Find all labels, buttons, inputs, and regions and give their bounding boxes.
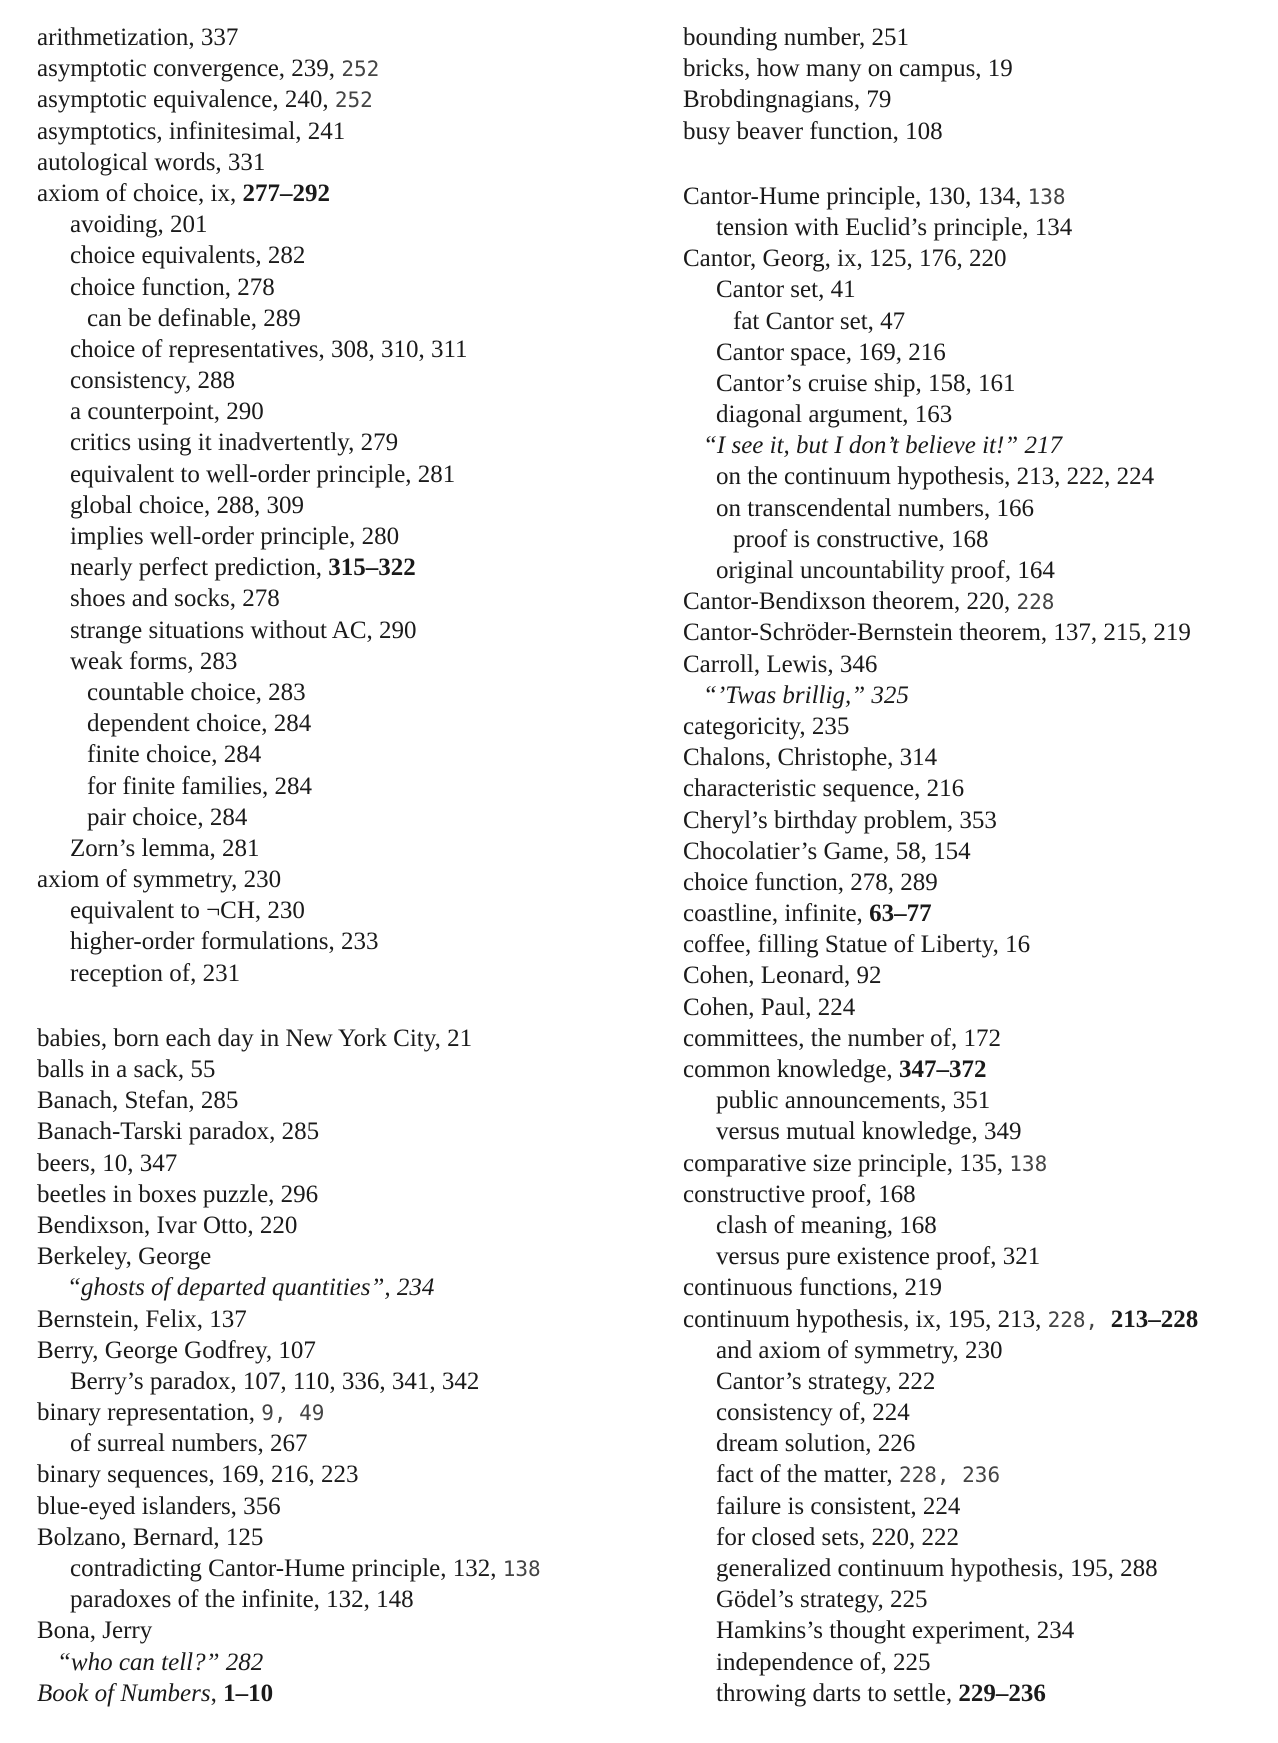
entry-text: throwing darts to settle, xyxy=(716,1679,959,1707)
entry-text: balls in a sack, 55 xyxy=(37,1056,216,1083)
index-entry xyxy=(37,1148,657,1179)
index-subentry xyxy=(37,303,657,334)
index-entry xyxy=(37,147,657,178)
index-entry xyxy=(37,1210,657,1241)
entry-text: Brobdingnagians, 79 xyxy=(683,86,892,114)
index-subentry xyxy=(683,1335,1273,1366)
entry-text: , xyxy=(210,1679,224,1707)
page-ref-note: 228, xyxy=(1047,1307,1111,1332)
index-entry xyxy=(37,1678,657,1709)
entry-text: failure is consistent, 224 xyxy=(716,1492,961,1520)
index-subentry xyxy=(683,461,1273,492)
entry-text: Cantor’s strategy, 222 xyxy=(716,1367,936,1395)
index-entry xyxy=(37,864,657,895)
index-entry xyxy=(683,960,1273,991)
index-entry xyxy=(683,805,1273,836)
index-subentry xyxy=(683,1584,1273,1615)
entry-text: babies, born each day in New York City, 21 xyxy=(37,1024,473,1052)
entry-text: proof is constructive, 168 xyxy=(733,525,989,553)
entry-text: countable choice, 283 xyxy=(87,678,306,706)
entry-text: equivalent to well-order principle, 281 xyxy=(70,460,456,488)
entry-text: Cohen, Leonard, 92 xyxy=(683,962,882,990)
index-subentry xyxy=(37,334,657,365)
entry-text: autological words, 331 xyxy=(37,148,266,176)
index-subentry xyxy=(683,1366,1273,1397)
entry-text: Cantor set, 41 xyxy=(716,276,856,304)
entry-text: choice equivalents, 282 xyxy=(70,242,306,270)
entry-text: continuous functions, 219 xyxy=(683,1274,943,1302)
index-subentry xyxy=(37,1272,657,1303)
index-subentry xyxy=(683,1116,1273,1147)
index-subentry xyxy=(37,552,657,583)
entry-text: beetles in boxes puzzle, 296 xyxy=(37,1180,319,1208)
index-subentry xyxy=(37,240,657,271)
entry-text: Banach-Tarski paradox, 285 xyxy=(37,1118,320,1146)
index-subentry xyxy=(37,1584,657,1615)
page-ref-note: 252 xyxy=(341,57,380,82)
entry-text: axiom of symmetry, 230 xyxy=(37,866,282,894)
index-entry xyxy=(683,1023,1273,1054)
section-spacer xyxy=(683,147,1273,181)
page-range-primary: 213–228 xyxy=(1110,1305,1199,1333)
index-entry xyxy=(683,22,1273,53)
index-subentry xyxy=(683,1678,1273,1709)
page-range-primary: 277–292 xyxy=(242,179,330,207)
index-subentry xyxy=(683,1241,1273,1272)
index-entry xyxy=(683,1272,1273,1303)
entry-text: critics using it inadvertently, 279 xyxy=(70,429,399,457)
index-subentry xyxy=(37,583,657,614)
index-subentry xyxy=(37,521,657,552)
entry-text: dependent choice, 284 xyxy=(87,710,312,738)
index-subentry xyxy=(37,209,657,240)
entry-text: bounding number, 251 xyxy=(683,24,910,51)
entry-text: for finite families, 284 xyxy=(87,772,312,800)
entry-text: Cohen, Paul, 224 xyxy=(683,993,856,1021)
index-entry xyxy=(37,22,657,53)
index-entry xyxy=(683,836,1273,867)
index-subentry xyxy=(683,337,1273,368)
index-entry xyxy=(37,1023,657,1054)
page-range-primary: 315–322 xyxy=(328,554,416,582)
index-entry xyxy=(683,992,1273,1023)
index-entry xyxy=(683,1054,1273,1085)
index-subentry xyxy=(37,459,657,490)
index-subentry xyxy=(683,1491,1273,1522)
entry-text: blue-eyed islanders, 356 xyxy=(37,1492,281,1520)
entry-text: Berry’s paradox, 107, 110, 336, 341, 342 xyxy=(70,1367,480,1395)
index-entry xyxy=(683,1179,1273,1210)
entry-text: asymptotic convergence, 239, xyxy=(37,55,342,83)
entry-text: “I see it, but I don’t believe it!” 217 xyxy=(703,432,1062,460)
entry-text: arithmetization, 337 xyxy=(37,24,239,51)
entry-text: “who can tell?” 282 xyxy=(57,1648,264,1676)
page-ref-note: 138 xyxy=(1027,184,1066,209)
entry-text: busy beaver function, 108 xyxy=(683,117,943,145)
index-entry xyxy=(683,1304,1273,1335)
index-subentry xyxy=(37,272,657,303)
index-entry xyxy=(683,929,1273,960)
page-range-primary: 63–77 xyxy=(869,900,932,928)
entry-text: consistency, 288 xyxy=(70,367,236,395)
entry-text: pair choice, 284 xyxy=(87,803,248,831)
index-entry xyxy=(683,84,1273,115)
entry-text: shoes and socks, 278 xyxy=(70,585,280,613)
entry-text: Chocolatier’s Game, 58, 154 xyxy=(683,837,971,865)
index-entry xyxy=(683,116,1273,147)
index-subentry xyxy=(37,1647,657,1678)
index-subentry xyxy=(37,365,657,396)
index-subentry xyxy=(683,368,1273,399)
index-subentry xyxy=(37,802,657,833)
index-entry xyxy=(37,1085,657,1116)
index-subentry xyxy=(683,1553,1273,1584)
index-subentry xyxy=(37,926,657,957)
page-ref-note: 252 xyxy=(334,88,373,113)
entry-text: beers, 10, 347 xyxy=(37,1149,178,1177)
index-entry xyxy=(37,1179,657,1210)
index-subentry xyxy=(683,212,1273,243)
entry-text: asymptotics, infinitesimal, 241 xyxy=(37,117,346,145)
index-subentry xyxy=(683,1522,1273,1553)
entry-text: Cantor space, 169, 216 xyxy=(716,338,946,366)
page-ref-note: 228, 236 xyxy=(898,1463,1001,1488)
entry-text: asymptotic equivalence, 240, xyxy=(37,86,335,114)
entry-text: paradoxes of the infinite, 132, 148 xyxy=(70,1586,414,1614)
entry-text: original uncountability proof, 164 xyxy=(716,557,1055,584)
entry-text: Berkeley, George xyxy=(37,1243,212,1271)
index-subentry xyxy=(683,1428,1273,1459)
index-entry xyxy=(37,1054,657,1085)
index-subentry xyxy=(683,1615,1273,1646)
entry-text: categoricity, 235 xyxy=(683,712,850,740)
entry-text: Banach, Stefan, 285 xyxy=(37,1087,239,1115)
entry-text: weak forms, 283 xyxy=(70,647,238,675)
entry-text: of surreal numbers, 267 xyxy=(70,1430,308,1458)
index-entry xyxy=(37,84,657,115)
page-range-primary: 229–236 xyxy=(958,1679,1046,1707)
entry-text: Berry, George Godfrey, 107 xyxy=(37,1336,316,1364)
index-entry xyxy=(683,586,1273,617)
entry-text: finite choice, 284 xyxy=(87,741,262,769)
entry-text: Cantor, Georg, ix, 125, 176, 220 xyxy=(683,245,1007,273)
entry-text: Book of Numbers xyxy=(37,1679,211,1707)
index-entry xyxy=(683,742,1273,773)
index-entry xyxy=(683,867,1273,898)
index-entry xyxy=(37,1397,657,1428)
index-subentry xyxy=(683,1647,1273,1678)
index-subentry xyxy=(37,646,657,677)
entry-text: “’Twas brillig,” 325 xyxy=(703,681,909,709)
index-subentry xyxy=(683,430,1273,461)
index-entry xyxy=(683,617,1273,648)
entry-text: nearly perfect prediction, xyxy=(70,554,329,582)
entry-text: coastline, infinite, xyxy=(683,900,870,928)
entry-text: Cantor’s cruise ship, 158, 161 xyxy=(716,369,1016,397)
entry-text: implies well-order principle, 280 xyxy=(70,523,400,550)
index-subentry xyxy=(37,677,657,708)
index-entry xyxy=(683,1148,1273,1179)
page-range-primary: 347–372 xyxy=(898,1056,987,1083)
entry-text: diagonal argument, 163 xyxy=(716,401,953,429)
entry-text: fat Cantor set, 47 xyxy=(733,307,906,335)
index-entry xyxy=(683,711,1273,742)
index-column-left xyxy=(37,22,657,1709)
entry-text: fact of the matter, xyxy=(716,1461,899,1489)
entry-text: binary representation, xyxy=(37,1399,262,1427)
index-subentry xyxy=(683,274,1273,305)
index-entry xyxy=(37,53,657,84)
entry-text: “ghosts of departed quantities”, 234 xyxy=(67,1274,435,1302)
index-subentry xyxy=(37,833,657,864)
index-entry xyxy=(37,1335,657,1366)
index-entry xyxy=(37,116,657,147)
index-entry xyxy=(37,1615,657,1646)
index-subentry xyxy=(683,306,1273,337)
index-subentry xyxy=(37,708,657,739)
index-entry xyxy=(683,898,1273,929)
entry-text: higher-order formulations, 233 xyxy=(70,928,379,956)
index-subentry xyxy=(683,524,1273,555)
entry-text: equivalent to ¬CH, 230 xyxy=(70,897,305,925)
entry-text: choice of representatives, 308, 310, 311 xyxy=(70,335,468,363)
entry-text: bricks, how many on campus, 19 xyxy=(683,55,1013,83)
index-subentry xyxy=(683,1085,1273,1116)
index-subentry xyxy=(37,1428,657,1459)
page-ref-note: 138 xyxy=(502,1557,541,1581)
entry-text: tension with Euclid’s principle, 134 xyxy=(716,213,1073,241)
entry-text: Cheryl’s birthday problem, 353 xyxy=(683,806,997,834)
page-ref-note: 9, 49 xyxy=(261,1401,325,1426)
entry-text: Bona, Jerry xyxy=(37,1617,153,1645)
index-entry xyxy=(37,178,657,209)
page-range-primary: 1–10 xyxy=(223,1679,274,1707)
index-entry xyxy=(683,649,1273,680)
entry-text: global choice, 288, 309 xyxy=(70,491,304,519)
entry-text: Carroll, Lewis, 346 xyxy=(683,650,878,678)
entry-text: comparative size principle, 135, xyxy=(683,1149,1010,1177)
index-subentry xyxy=(683,493,1273,524)
page-ref-note: 228 xyxy=(1016,590,1055,615)
entry-text: contradicting Cantor-Hume principle, 132, xyxy=(70,1555,503,1582)
index-subentry xyxy=(683,555,1273,586)
entry-text: choice function, 278, 289 xyxy=(683,868,938,896)
entry-text: coffee, filling Statue of Liberty, 16 xyxy=(683,931,1031,959)
entry-text: clash of meaning, 168 xyxy=(716,1211,937,1239)
index-entry xyxy=(37,1491,657,1522)
index-subentry xyxy=(37,958,657,989)
entry-text: committees, the number of, 172 xyxy=(683,1024,1001,1052)
entry-text: Zorn’s lemma, 281 xyxy=(70,834,260,862)
entry-text: independence of, 225 xyxy=(716,1648,931,1676)
entry-text: avoiding, 201 xyxy=(70,211,208,239)
entry-text: strange situations without AC, 290 xyxy=(70,616,417,644)
index-subentry xyxy=(37,1366,657,1397)
entry-text: generalized continuum hypothesis, 195, 288 xyxy=(716,1555,1158,1582)
entry-text: dream solution, 226 xyxy=(716,1430,916,1458)
entry-text: Cantor-Bendixson theorem, 220, xyxy=(683,588,1017,616)
entry-text: can be definable, 289 xyxy=(87,304,301,332)
index-subentry xyxy=(37,490,657,521)
entry-text: Bendixson, Ivar Otto, 220 xyxy=(37,1211,298,1239)
index-subentry xyxy=(37,771,657,802)
index-column-right xyxy=(683,22,1273,1709)
entry-text: on the continuum hypothesis, 213, 222, 224 xyxy=(716,463,1155,491)
entry-text: binary sequences, 169, 216, 223 xyxy=(37,1461,359,1489)
entry-text: Chalons, Christophe, 314 xyxy=(683,744,938,772)
entry-text: for closed sets, 220, 222 xyxy=(716,1523,960,1551)
index-subentry xyxy=(683,1459,1273,1490)
index-subentry xyxy=(37,739,657,770)
entry-text: and axiom of symmetry, 230 xyxy=(716,1336,1003,1364)
entry-text: characteristic sequence, 216 xyxy=(683,775,965,803)
page-ref-note: 138 xyxy=(1009,1151,1048,1176)
entry-text: a counterpoint, 290 xyxy=(70,398,264,426)
index-subentry xyxy=(37,1553,657,1584)
entry-text: versus mutual knowledge, 349 xyxy=(716,1118,1022,1146)
index-subentry xyxy=(37,396,657,427)
index-subentry xyxy=(683,399,1273,430)
index-entry xyxy=(683,181,1273,212)
entry-text: versus pure existence proof, 321 xyxy=(716,1243,1041,1271)
index-entry xyxy=(37,1459,657,1490)
entry-text: reception of, 231 xyxy=(70,959,241,987)
index-subentry xyxy=(37,895,657,926)
index-entry xyxy=(37,1522,657,1553)
index-entry xyxy=(37,1304,657,1335)
index-entry xyxy=(37,1241,657,1272)
index-entry xyxy=(683,773,1273,804)
entry-text: on transcendental numbers, 166 xyxy=(716,494,1034,522)
entry-text: Bolzano, Bernard, 125 xyxy=(37,1523,264,1551)
index-entry xyxy=(683,53,1273,84)
section-spacer xyxy=(37,989,657,1023)
entry-text: Gödel’s strategy, 225 xyxy=(716,1586,928,1614)
index-entry xyxy=(37,1116,657,1147)
entry-text: continuum hypothesis, ix, 195, 213, xyxy=(683,1305,1048,1333)
index-entry xyxy=(683,243,1273,274)
entry-text: public announcements, 351 xyxy=(716,1087,991,1115)
entry-text: common knowledge, xyxy=(683,1056,899,1083)
entry-text: Cantor-Hume principle, 130, 134, xyxy=(683,182,1028,210)
entry-text: Hamkins’s thought experiment, 234 xyxy=(716,1617,1075,1645)
entry-text: choice function, 278 xyxy=(70,273,275,301)
entry-text: axiom of choice, ix, xyxy=(37,179,243,207)
index-subentry xyxy=(683,1397,1273,1428)
index-subentry xyxy=(683,1210,1273,1241)
entry-text: consistency of, 224 xyxy=(716,1399,910,1427)
entry-text: Bernstein, Felix, 137 xyxy=(37,1305,247,1333)
entry-text: Cantor-Schröder-Bernstein theorem, 137, 215, 219 xyxy=(683,619,1191,647)
index-subentry xyxy=(683,680,1273,711)
entry-text: constructive proof, 168 xyxy=(683,1180,916,1208)
index-subentry xyxy=(37,427,657,458)
index-subentry xyxy=(37,615,657,646)
